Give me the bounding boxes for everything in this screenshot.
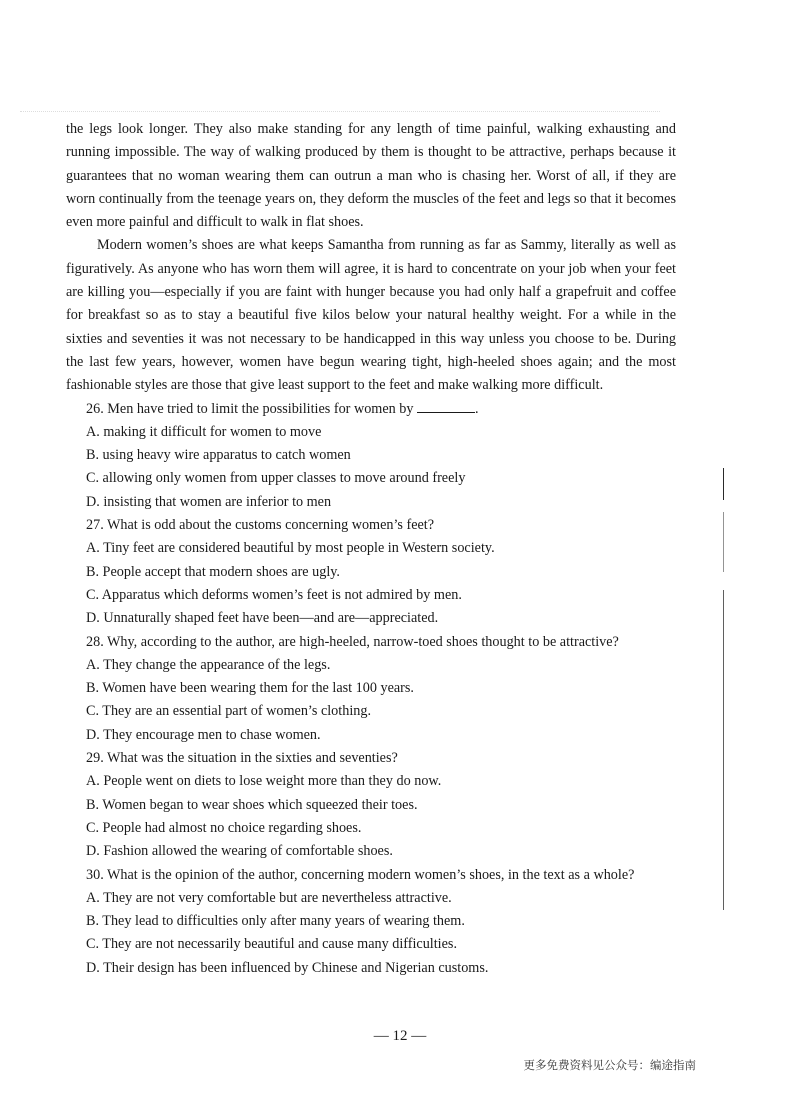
page-content [66,118,676,980]
option-b: B. They lead to difficulties only after many years of wearing them. [86,913,465,930]
passage-paragraph-2: Modern women’s shoes are what keeps Samantha from running as far as Sammy, literally as well as figuratively. As anyone who has worn them will agree, it is hard to concentrate on your job when your feet are killing you—especially if you are faint with hunger because you had only half a grapefruit and coffee for breakfast so as to stay a beautiful five kilos below your natural healthy weight. For a while in the sixties and seventies it was not necessary to be handicapped in this way unless you choose to be. During the last few years, however, women have begun wearing tight, high-heeled shoes again; and the most fashionable styles are those that give least support to the feet and make walking more difficult. [66,237,676,394]
question-stem: 29. What was the situation in the sixties and seventies? [86,750,398,767]
option-c: C. Apparatus which deforms women’s feet is not admired by men. [86,586,462,603]
option-d: D. Unnaturally shaped feet have been—and are—appreciated. [86,610,439,627]
question-26 [66,398,676,514]
option-c: C. They are not necessarily beautiful and cause many difficulties. [86,936,457,953]
option-a: A. People went on diets to lose weight more than they do now. [86,773,442,790]
footer-note: 更多免费资料见公众号：编途指南 [523,1058,696,1072]
question-30 [66,864,676,980]
option-a: A. Tiny feet are considered beautiful by most people in Western society. [86,540,495,557]
margin-mark [723,590,724,910]
option-c: C. People had almost no choice regarding shoes. [86,819,362,836]
passage-paragraph-1: the legs look longer. They also make standing for any length of time painful, walking exhausting and running impossible. The way of walking produced by them is thought to be attractive, perhaps because it guarantees that no woman wearing them can outrun a man who is chasing her. Worst of all, if they are worn continually from the teenage years on, they deform the muscles of the feet and legs so that it becomes even more painful and difficult to walk in flat shoes. [66,121,676,231]
question-29 [66,747,676,863]
option-d: D. insisting that women are inferior to men [86,493,332,510]
option-b: B. Women have been wearing them for the last 100 years. [86,680,414,697]
page-number: — 12 — [373,1028,427,1044]
option-c: C. allowing only women from upper classes to move around freely [86,470,466,487]
answer-blank [417,400,475,413]
margin-mark [723,468,724,500]
option-d: D. Their design has been influenced by Chinese and Nigerian customs. [86,959,489,976]
option-d: D. They encourage men to chase women. [86,726,321,743]
question-stem: 28. Why, according to the author, are high-heeled, narrow-toed shoes thought to be attractive? [86,633,619,650]
option-d: D. Fashion allowed the wearing of comfortable shoes. [86,843,393,860]
option-a: A. They are not very comfortable but are nevertheless attractive. [86,889,452,906]
passage [66,118,676,398]
margin-mark [723,512,724,572]
option-b: B. People accept that modern shoes are ugly. [86,563,340,580]
option-a: A. They change the appearance of the legs. [86,656,331,673]
question-stem: 26. Men have tried to limit the possibilities for women by . [86,400,479,417]
option-b: B. using heavy wire apparatus to catch women [86,447,351,464]
question-stem: 27. What is odd about the customs concerning women’s feet? [86,517,435,534]
option-b: B. Women began to wear shoes which squeezed their toes. [86,796,418,813]
option-a: A. making it difficult for women to move [86,423,322,440]
question-stem: 30. What is the opinion of the author, concerning modern women’s shoes, in the text as a whole? [86,866,635,883]
question-27 [66,514,676,630]
scan-artifact [20,111,660,114]
option-c: C. They are an essential part of women’s clothing. [86,703,371,720]
question-28 [66,631,676,747]
